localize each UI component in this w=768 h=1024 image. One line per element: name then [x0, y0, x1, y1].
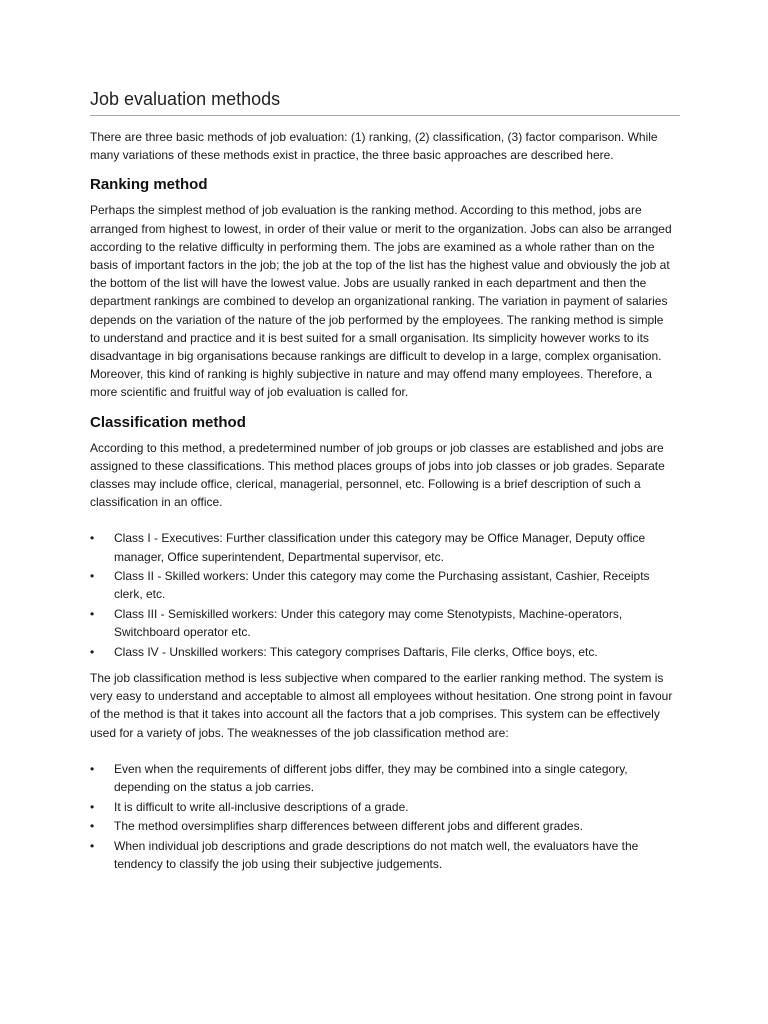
- bullet-icon: •: [90, 569, 95, 584]
- class-item-text: Class III - Semiskilled workers: Under this category may come Stenotypists, Machine-operators, Switchboard operator etc.: [114, 607, 623, 640]
- classification-evaluation-paragraph: The job classification method is less subjective when compared to the earlier ranking method. The system is very easy to understand and acceptable to almost all employees without hesitation. One strong point in favour of the method is that it takes into account all the factors that a job comprises. This system can be effectively used for a variety of jobs. The weaknesses of the job classification method are:: [90, 671, 673, 740]
- intro-paragraph: There are three basic methods of job evaluation: (1) ranking, (2) classification, (3) factor comparison. While many variations of these methods exist in practice, the three basic approaches are described here.: [90, 130, 658, 163]
- list-item: [90, 817, 674, 835]
- list-item: [90, 567, 674, 603]
- class-item-text: Class IV - Unskilled workers: This category comprises Daftaris, File clerks, Office boys, etc.: [114, 644, 598, 659]
- bullet-icon: •: [90, 819, 95, 834]
- bullet-icon: •: [90, 531, 95, 546]
- bullet-icon: •: [90, 799, 95, 814]
- weakness-item-text: It is difficult to write all-inclusive descriptions of a grade.: [114, 799, 409, 814]
- weakness-list: [90, 760, 680, 873]
- bullet-icon: •: [90, 607, 95, 622]
- bullet-icon: •: [90, 838, 95, 853]
- class-item-text: Class I - Executives: Further classification under this category may be Office Manager, Deputy office manager, Office superintendent, Departmental supervisor, etc.: [114, 531, 646, 564]
- document-title: Job evaluation methods: [90, 86, 680, 116]
- document-page: [90, 86, 680, 875]
- list-item: [90, 837, 674, 873]
- bullet-icon: •: [90, 644, 95, 659]
- bullet-icon: •: [90, 761, 95, 776]
- weakness-item-text: When individual job descriptions and grade descriptions do not match well, the evaluators have the tendency to classify the job using their subjective judgements.: [114, 838, 639, 872]
- list-item: [90, 529, 674, 565]
- list-item: [90, 760, 674, 796]
- list-item: [90, 605, 674, 641]
- weakness-item-text: Even when the requirements of different jobs differ, they may be combined into a single category, depending on the status a job carries.: [114, 761, 628, 795]
- ranking-method-paragraph: Perhaps the simplest method of job evaluation is the ranking method. According to this method, jobs are arranged from highest to lowest, in order of their value or merit to the organization. Jobs can also be arranged according to the relative difficulty in performing them. The jobs are examined as a whole rather than on the basis of important factors in the job; the job at the top of the list has the highest value and obviously the job at the bottom of the list will have the lowest value. Jobs are usually ranked in each department and then the department rankings are combined to develop an organizational ranking. The variation in payment of salaries depends on the variation of the nature of the job performed by the employees. The ranking method is simple to understand and practice and it is best suited for a small organisation. Its simplicity however works to its disadvantage in big organisations because rankings are difficult to develop in a large, complex organisation. Moreover, this kind of ranking is highly subjective in nature and may offend many employees. Therefore, a more scientific and fruitful way of job evaluation is called for.: [90, 203, 672, 400]
- classification-method-heading: Classification method: [90, 413, 246, 431]
- ranking-method-heading: Ranking method: [90, 176, 208, 194]
- weakness-item-text: The method oversimplifies sharp differences between different jobs and different grades.: [114, 819, 583, 834]
- list-item: [90, 798, 674, 816]
- class-item-text: Class II - Skilled workers: Under this category may come the Purchasing assistant, Cashier, Receipts clerk, etc.: [114, 569, 650, 602]
- list-item: [90, 643, 674, 661]
- class-list: [90, 529, 680, 661]
- classification-method-paragraph: According to this method, a predetermined number of job groups or job classes are established and jobs are assigned to these classifications. This method places groups of jobs into job classes or job grades. Separate classes may include office, clerical, managerial, personnel, etc. Following is a brief description of such a classification in an office.: [90, 440, 665, 510]
